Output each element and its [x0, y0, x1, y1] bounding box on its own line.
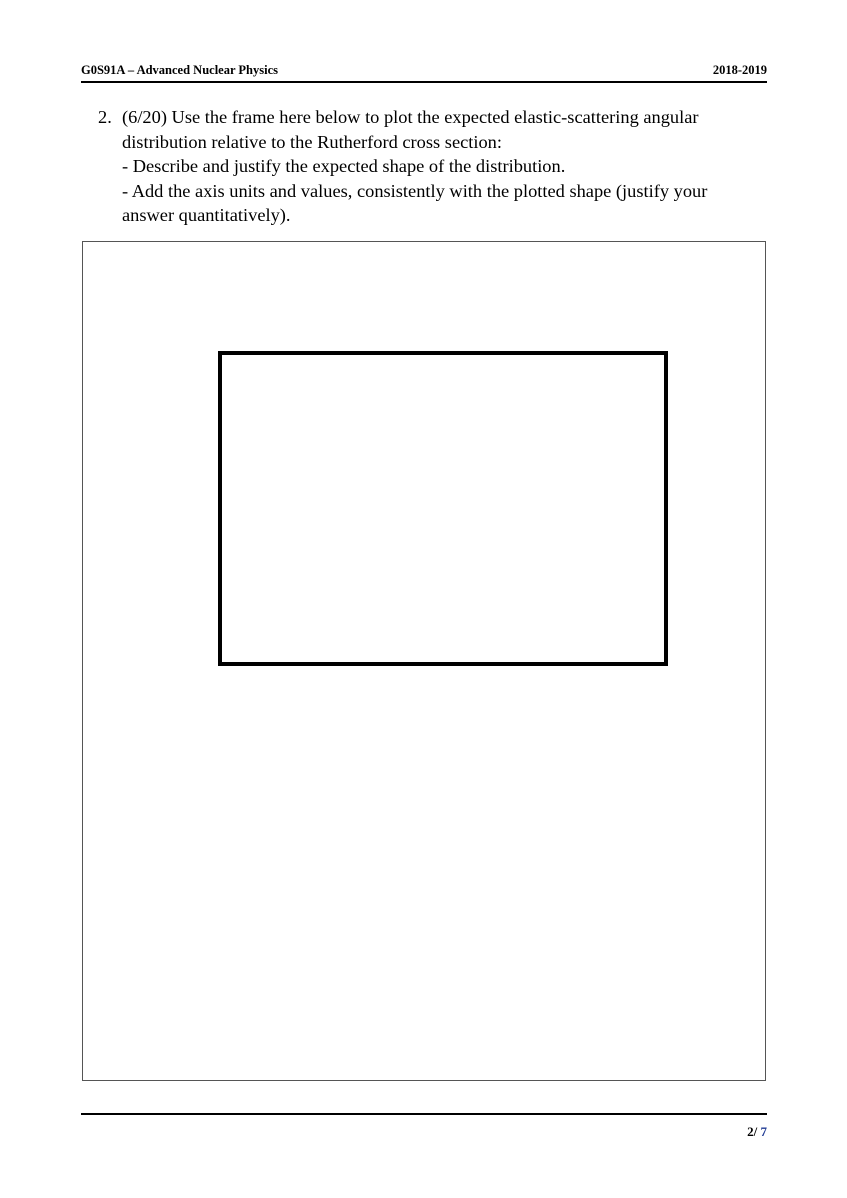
- page-total: 7: [757, 1124, 767, 1139]
- question-line: - Describe and justify the expected shape of the distribution.: [122, 156, 566, 176]
- page-header: [81, 61, 767, 83]
- page-number: [747, 1124, 767, 1140]
- question-line: (6/20) Use the frame here below to plot the expected elastic-scattering angular: [122, 107, 699, 127]
- course-title: G0S91A – Advanced Nuclear Physics: [81, 63, 279, 77]
- academic-year: 2018-2019: [712, 63, 767, 77]
- question-text: [122, 105, 768, 228]
- question-line: answer quantitatively).: [122, 205, 291, 225]
- question-line: distribution relative to the Rutherford cross section:: [122, 131, 502, 152]
- footer-rule: [81, 1113, 767, 1115]
- plot-frame[interactable]: [218, 351, 668, 666]
- page-current: 2/: [747, 1124, 758, 1139]
- question-number: 2.: [98, 107, 112, 127]
- question-line: - Add the axis units and values, consistently with the plotted shape (justify your: [122, 180, 708, 201]
- question-2: [98, 105, 768, 228]
